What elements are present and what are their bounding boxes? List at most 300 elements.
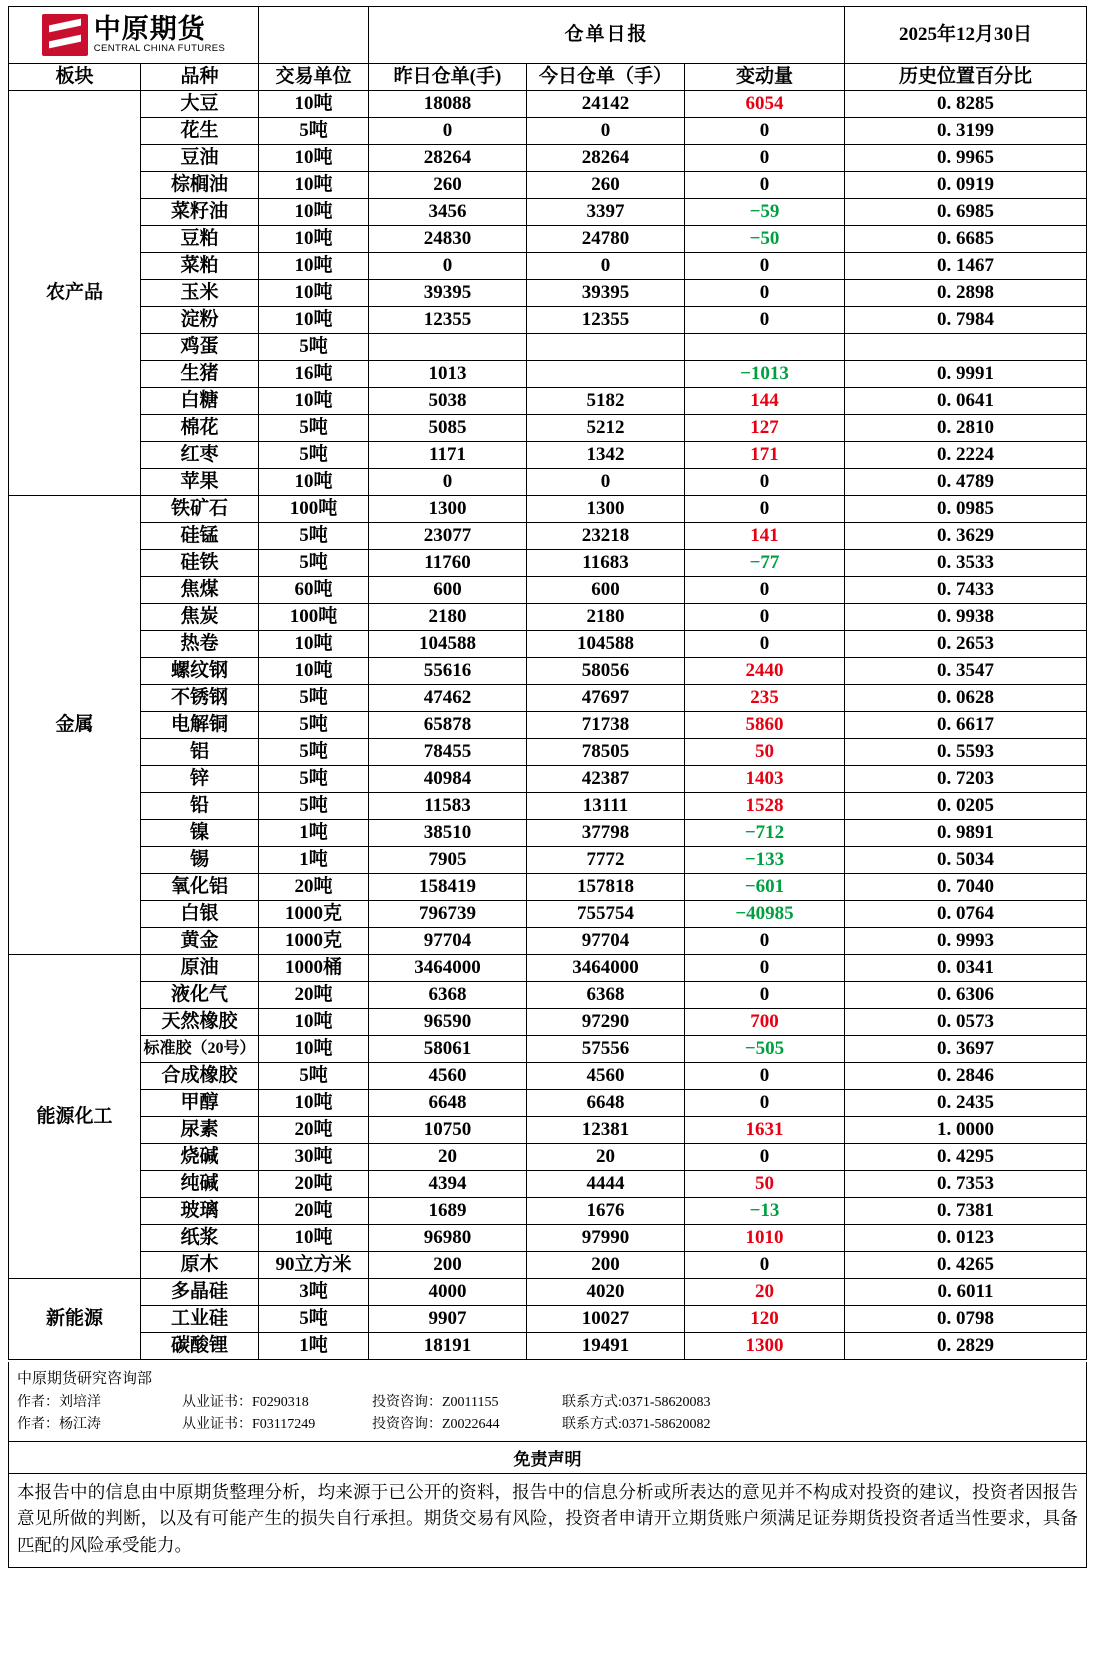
trading-unit: 10吨 bbox=[259, 253, 369, 280]
historical-percentile: 0. 2435 bbox=[845, 1090, 1087, 1117]
trading-unit: 1吨 bbox=[259, 820, 369, 847]
trading-unit: 5吨 bbox=[259, 415, 369, 442]
trading-unit: 90立方米 bbox=[259, 1252, 369, 1279]
variety-name: 液化气 bbox=[141, 982, 259, 1009]
today-receipts: 13111 bbox=[527, 793, 685, 820]
table-header-row bbox=[9, 64, 1087, 91]
historical-percentile: 0. 4295 bbox=[845, 1144, 1087, 1171]
change-value: 50 bbox=[685, 739, 845, 766]
today-receipts: 42387 bbox=[527, 766, 685, 793]
today-receipts: 57556 bbox=[527, 1036, 685, 1063]
historical-percentile: 0. 9965 bbox=[845, 145, 1087, 172]
trading-unit: 16吨 bbox=[259, 361, 369, 388]
change-value: −77 bbox=[685, 550, 845, 577]
col-unit: 交易单位 bbox=[259, 64, 369, 91]
table-row bbox=[9, 118, 1087, 145]
prev-receipts: 2180 bbox=[369, 604, 527, 631]
today-receipts: 12355 bbox=[527, 307, 685, 334]
table-row bbox=[9, 334, 1087, 361]
variety-name: 白糖 bbox=[141, 388, 259, 415]
historical-percentile: 0. 6011 bbox=[845, 1279, 1087, 1306]
historical-percentile: 0. 1467 bbox=[845, 253, 1087, 280]
logo-text-cn: 中原期货 bbox=[93, 13, 206, 45]
report-footer bbox=[8, 1362, 1087, 1568]
historical-percentile: 0. 0764 bbox=[845, 901, 1087, 928]
variety-name: 螺纹钢 bbox=[141, 658, 259, 685]
trading-unit: 20吨 bbox=[259, 1171, 369, 1198]
trading-unit: 5吨 bbox=[259, 334, 369, 361]
sector-label: 新能源 bbox=[9, 1279, 141, 1360]
historical-percentile: 0. 3199 bbox=[845, 118, 1087, 145]
prev-receipts: 78455 bbox=[369, 739, 527, 766]
today-receipts: 10027 bbox=[527, 1306, 685, 1333]
today-receipts: 7772 bbox=[527, 847, 685, 874]
variety-name: 天然橡胶 bbox=[141, 1009, 259, 1036]
variety-name: 氧化铝 bbox=[141, 874, 259, 901]
variety-name: 纯碱 bbox=[141, 1171, 259, 1198]
today-receipts: 755754 bbox=[527, 901, 685, 928]
trading-unit: 5吨 bbox=[259, 1306, 369, 1333]
prev-receipts: 28264 bbox=[369, 145, 527, 172]
trading-unit: 10吨 bbox=[259, 199, 369, 226]
today-receipts: 97704 bbox=[527, 928, 685, 955]
historical-percentile: 0. 5034 bbox=[845, 847, 1087, 874]
table-row bbox=[9, 280, 1087, 307]
variety-name: 白银 bbox=[141, 901, 259, 928]
historical-percentile: 0. 2653 bbox=[845, 631, 1087, 658]
change-value: 2440 bbox=[685, 658, 845, 685]
today-receipts: 39395 bbox=[527, 280, 685, 307]
historical-percentile: 0. 7353 bbox=[845, 1171, 1087, 1198]
trading-unit: 5吨 bbox=[259, 442, 369, 469]
historical-percentile: 0. 4789 bbox=[845, 469, 1087, 496]
historical-percentile: 0. 3697 bbox=[845, 1036, 1087, 1063]
author-row bbox=[17, 1391, 1078, 1411]
table-row bbox=[9, 631, 1087, 658]
table-row bbox=[9, 1171, 1087, 1198]
today-receipts: 3397 bbox=[527, 199, 685, 226]
variety-name: 菜粕 bbox=[141, 253, 259, 280]
today-receipts: 1342 bbox=[527, 442, 685, 469]
today-receipts: 104588 bbox=[527, 631, 685, 658]
variety-name: 原木 bbox=[141, 1252, 259, 1279]
variety-name: 甲醇 bbox=[141, 1090, 259, 1117]
table-row bbox=[9, 91, 1087, 118]
table-row bbox=[9, 1144, 1087, 1171]
table-row bbox=[9, 307, 1087, 334]
historical-percentile: 0. 2898 bbox=[845, 280, 1087, 307]
variety-name: 菜籽油 bbox=[141, 199, 259, 226]
today-receipts: 6648 bbox=[527, 1090, 685, 1117]
trading-unit: 10吨 bbox=[259, 1009, 369, 1036]
change-value: −133 bbox=[685, 847, 845, 874]
report-date: 2025年12月30日 bbox=[845, 7, 1087, 64]
historical-percentile: 0. 9991 bbox=[845, 361, 1087, 388]
today-receipts: 600 bbox=[527, 577, 685, 604]
header-spacer bbox=[259, 7, 369, 64]
change-value: 0 bbox=[685, 172, 845, 199]
trading-unit: 1000克 bbox=[259, 928, 369, 955]
prev-receipts: 7905 bbox=[369, 847, 527, 874]
col-change: 变动量 bbox=[685, 64, 845, 91]
trading-unit: 10吨 bbox=[259, 172, 369, 199]
trading-unit: 10吨 bbox=[259, 388, 369, 415]
today-receipts: 1676 bbox=[527, 1198, 685, 1225]
prev-receipts: 39395 bbox=[369, 280, 527, 307]
department-name: 中原期货研究咨询部 bbox=[17, 1371, 153, 1387]
change-value: 1528 bbox=[685, 793, 845, 820]
historical-percentile: 0. 0123 bbox=[845, 1225, 1087, 1252]
historical-percentile: 0. 5593 bbox=[845, 739, 1087, 766]
prev-receipts: 11760 bbox=[369, 550, 527, 577]
prev-receipts: 0 bbox=[369, 118, 527, 145]
variety-name: 烧碱 bbox=[141, 1144, 259, 1171]
table-row bbox=[9, 1279, 1087, 1306]
variety-name: 原油 bbox=[141, 955, 259, 982]
today-receipts: 28264 bbox=[527, 145, 685, 172]
change-value: 50 bbox=[685, 1171, 845, 1198]
trading-unit: 5吨 bbox=[259, 1063, 369, 1090]
table-row bbox=[9, 1009, 1087, 1036]
table-row bbox=[9, 1333, 1087, 1360]
change-value: 0 bbox=[685, 496, 845, 523]
table-row bbox=[9, 442, 1087, 469]
author-cert-1: 从业证书：F0290318 bbox=[182, 1395, 309, 1410]
historical-percentile: 0. 0985 bbox=[845, 496, 1087, 523]
historical-percentile: 0. 6685 bbox=[845, 226, 1087, 253]
prev-receipts: 9907 bbox=[369, 1306, 527, 1333]
change-value: 235 bbox=[685, 685, 845, 712]
variety-name: 铁矿石 bbox=[141, 496, 259, 523]
trading-unit: 5吨 bbox=[259, 766, 369, 793]
prev-receipts: 104588 bbox=[369, 631, 527, 658]
change-value: 127 bbox=[685, 415, 845, 442]
prev-receipts: 260 bbox=[369, 172, 527, 199]
today-receipts: 97990 bbox=[527, 1225, 685, 1252]
author-contact-2: 联系方式:0371-58620082 bbox=[562, 1417, 711, 1432]
table-row bbox=[9, 712, 1087, 739]
historical-percentile: 0. 9993 bbox=[845, 928, 1087, 955]
prev-receipts: 200 bbox=[369, 1252, 527, 1279]
prev-receipts: 11583 bbox=[369, 793, 527, 820]
today-receipts: 4560 bbox=[527, 1063, 685, 1090]
change-value: 1300 bbox=[685, 1333, 845, 1360]
today-receipts: 12381 bbox=[527, 1117, 685, 1144]
today-receipts: 78505 bbox=[527, 739, 685, 766]
trading-unit: 10吨 bbox=[259, 145, 369, 172]
historical-percentile: 0. 3533 bbox=[845, 550, 1087, 577]
today-receipts bbox=[527, 361, 685, 388]
change-value: 0 bbox=[685, 928, 845, 955]
prev-receipts: 58061 bbox=[369, 1036, 527, 1063]
variety-name: 鸡蛋 bbox=[141, 334, 259, 361]
variety-name: 多晶硅 bbox=[141, 1279, 259, 1306]
change-value: 0 bbox=[685, 955, 845, 982]
change-value: 0 bbox=[685, 280, 845, 307]
today-receipts: 20 bbox=[527, 1144, 685, 1171]
variety-name: 焦炭 bbox=[141, 604, 259, 631]
variety-name: 纸浆 bbox=[141, 1225, 259, 1252]
variety-name: 豆油 bbox=[141, 145, 259, 172]
author-name-2: 作者：杨江涛 bbox=[17, 1417, 101, 1432]
table-row bbox=[9, 1306, 1087, 1333]
variety-name: 合成橡胶 bbox=[141, 1063, 259, 1090]
today-receipts: 2180 bbox=[527, 604, 685, 631]
today-receipts: 260 bbox=[527, 172, 685, 199]
prev-receipts: 4000 bbox=[369, 1279, 527, 1306]
trading-unit: 1吨 bbox=[259, 1333, 369, 1360]
prev-receipts: 38510 bbox=[369, 820, 527, 847]
historical-percentile: 0. 0919 bbox=[845, 172, 1087, 199]
change-value: 120 bbox=[685, 1306, 845, 1333]
today-receipts: 6368 bbox=[527, 982, 685, 1009]
logo-icon bbox=[42, 14, 88, 56]
trading-unit: 10吨 bbox=[259, 91, 369, 118]
variety-name: 硅锰 bbox=[141, 523, 259, 550]
table-row bbox=[9, 982, 1087, 1009]
historical-percentile: 0. 7381 bbox=[845, 1198, 1087, 1225]
today-receipts: 5182 bbox=[527, 388, 685, 415]
variety-name: 焦煤 bbox=[141, 577, 259, 604]
prev-receipts: 5085 bbox=[369, 415, 527, 442]
today-receipts: 5212 bbox=[527, 415, 685, 442]
disclaimer-body: 本报告中的信息由中原期货整理分析，均来源于已公开的资料，报告中的信息分析或所表达的意见并不构成对投资的建议，投资者因报告意见所做的判断，以及有可能产生的损失自行承担。期货交易有风险，投资者申请开立期货账户须满足证券期货投资者适当性要求，具备匹配的风险承受能力。 bbox=[17, 1483, 1078, 1556]
trading-unit: 5吨 bbox=[259, 793, 369, 820]
change-value: 1631 bbox=[685, 1117, 845, 1144]
change-value: 0 bbox=[685, 145, 845, 172]
prev-receipts: 96980 bbox=[369, 1225, 527, 1252]
historical-percentile: 0. 9891 bbox=[845, 820, 1087, 847]
variety-name: 工业硅 bbox=[141, 1306, 259, 1333]
variety-name: 电解铜 bbox=[141, 712, 259, 739]
variety-name: 碳酸锂 bbox=[141, 1333, 259, 1360]
table-row bbox=[9, 496, 1087, 523]
today-receipts: 200 bbox=[527, 1252, 685, 1279]
historical-percentile: 0. 9938 bbox=[845, 604, 1087, 631]
change-value: 1010 bbox=[685, 1225, 845, 1252]
today-receipts: 97290 bbox=[527, 1009, 685, 1036]
change-value: 0 bbox=[685, 253, 845, 280]
trading-unit: 20吨 bbox=[259, 1198, 369, 1225]
historical-percentile: 0. 2810 bbox=[845, 415, 1087, 442]
variety-name: 玉米 bbox=[141, 280, 259, 307]
change-value: 1403 bbox=[685, 766, 845, 793]
table-row bbox=[9, 1198, 1087, 1225]
table-row bbox=[9, 469, 1087, 496]
variety-name: 淀粉 bbox=[141, 307, 259, 334]
company-logo bbox=[9, 7, 259, 64]
change-value: 144 bbox=[685, 388, 845, 415]
today-receipts: 47697 bbox=[527, 685, 685, 712]
prev-receipts: 47462 bbox=[369, 685, 527, 712]
variety-name: 苹果 bbox=[141, 469, 259, 496]
table-row bbox=[9, 604, 1087, 631]
change-value: 0 bbox=[685, 604, 845, 631]
today-receipts: 24780 bbox=[527, 226, 685, 253]
table-row bbox=[9, 550, 1087, 577]
today-receipts: 1300 bbox=[527, 496, 685, 523]
prev-receipts: 4394 bbox=[369, 1171, 527, 1198]
report-title-row bbox=[9, 7, 1087, 64]
change-value: 6054 bbox=[685, 91, 845, 118]
variety-name: 大豆 bbox=[141, 91, 259, 118]
table-row bbox=[9, 145, 1087, 172]
historical-percentile bbox=[845, 334, 1087, 361]
trading-unit: 10吨 bbox=[259, 1090, 369, 1117]
prev-receipts: 12355 bbox=[369, 307, 527, 334]
historical-percentile: 0. 6617 bbox=[845, 712, 1087, 739]
change-value: 0 bbox=[685, 118, 845, 145]
prev-receipts: 96590 bbox=[369, 1009, 527, 1036]
historical-percentile: 0. 4265 bbox=[845, 1252, 1087, 1279]
table-row bbox=[9, 1225, 1087, 1252]
today-receipts: 4020 bbox=[527, 1279, 685, 1306]
today-receipts: 11683 bbox=[527, 550, 685, 577]
trading-unit: 30吨 bbox=[259, 1144, 369, 1171]
trading-unit: 100吨 bbox=[259, 496, 369, 523]
prev-receipts: 4560 bbox=[369, 1063, 527, 1090]
author-consult-2: 投资咨询：Z0022644 bbox=[372, 1417, 500, 1432]
variety-name: 标准胶（20号） bbox=[141, 1036, 259, 1063]
table-row bbox=[9, 928, 1087, 955]
author-cert-2: 从业证书：F03117249 bbox=[182, 1417, 316, 1432]
today-receipts: 58056 bbox=[527, 658, 685, 685]
historical-percentile: 0. 2829 bbox=[845, 1333, 1087, 1360]
table-row bbox=[9, 1063, 1087, 1090]
author-consult-1: 投资咨询：Z0011155 bbox=[372, 1395, 499, 1410]
sector-label: 金属 bbox=[9, 496, 141, 955]
variety-name: 锡 bbox=[141, 847, 259, 874]
prev-receipts: 23077 bbox=[369, 523, 527, 550]
trading-unit: 3吨 bbox=[259, 1279, 369, 1306]
variety-name: 锌 bbox=[141, 766, 259, 793]
historical-percentile: 0. 3629 bbox=[845, 523, 1087, 550]
table-row bbox=[9, 415, 1087, 442]
trading-unit: 100吨 bbox=[259, 604, 369, 631]
prev-receipts: 55616 bbox=[369, 658, 527, 685]
sector-label: 农产品 bbox=[9, 91, 141, 496]
today-receipts bbox=[527, 334, 685, 361]
change-value: 0 bbox=[685, 1063, 845, 1090]
table-row bbox=[9, 874, 1087, 901]
prev-receipts: 40984 bbox=[369, 766, 527, 793]
change-value: 0 bbox=[685, 1252, 845, 1279]
table-row bbox=[9, 1036, 1087, 1063]
trading-unit: 5吨 bbox=[259, 685, 369, 712]
table-row bbox=[9, 739, 1087, 766]
warehouse-receipt-table bbox=[8, 6, 1087, 1360]
trading-unit: 10吨 bbox=[259, 658, 369, 685]
trading-unit: 1吨 bbox=[259, 847, 369, 874]
prev-receipts: 24830 bbox=[369, 226, 527, 253]
change-value: 0 bbox=[685, 469, 845, 496]
variety-name: 棕榈油 bbox=[141, 172, 259, 199]
variety-name: 棉花 bbox=[141, 415, 259, 442]
table-row bbox=[9, 226, 1087, 253]
disclaimer-title: 免责声明 bbox=[9, 1441, 1086, 1474]
change-value: 0 bbox=[685, 631, 845, 658]
historical-percentile: 0. 0641 bbox=[845, 388, 1087, 415]
trading-unit: 10吨 bbox=[259, 631, 369, 658]
table-row bbox=[9, 1252, 1087, 1279]
today-receipts: 157818 bbox=[527, 874, 685, 901]
change-value: 171 bbox=[685, 442, 845, 469]
change-value: −505 bbox=[685, 1036, 845, 1063]
col-sector: 板块 bbox=[9, 64, 141, 91]
today-receipts: 71738 bbox=[527, 712, 685, 739]
table-row bbox=[9, 388, 1087, 415]
page-title: 仓单日报 bbox=[369, 7, 845, 64]
prev-receipts: 600 bbox=[369, 577, 527, 604]
prev-receipts: 18088 bbox=[369, 91, 527, 118]
trading-unit: 20吨 bbox=[259, 874, 369, 901]
change-value: −59 bbox=[685, 199, 845, 226]
col-variety: 品种 bbox=[141, 64, 259, 91]
change-value: 0 bbox=[685, 982, 845, 1009]
prev-receipts: 3464000 bbox=[369, 955, 527, 982]
historical-percentile: 0. 0798 bbox=[845, 1306, 1087, 1333]
table-row bbox=[9, 901, 1087, 928]
table-row bbox=[9, 1117, 1087, 1144]
table-row bbox=[9, 199, 1087, 226]
today-receipts: 23218 bbox=[527, 523, 685, 550]
historical-percentile: 0. 2846 bbox=[845, 1063, 1087, 1090]
trading-unit: 10吨 bbox=[259, 307, 369, 334]
prev-receipts: 6648 bbox=[369, 1090, 527, 1117]
table-row bbox=[9, 172, 1087, 199]
table-row bbox=[9, 577, 1087, 604]
prev-receipts: 0 bbox=[369, 253, 527, 280]
prev-receipts: 6368 bbox=[369, 982, 527, 1009]
table-row bbox=[9, 793, 1087, 820]
historical-percentile: 0. 7984 bbox=[845, 307, 1087, 334]
historical-percentile: 1. 0000 bbox=[845, 1117, 1087, 1144]
change-value: 0 bbox=[685, 307, 845, 334]
change-value: −712 bbox=[685, 820, 845, 847]
table-row bbox=[9, 1090, 1087, 1117]
variety-name: 红枣 bbox=[141, 442, 259, 469]
footer-contacts bbox=[9, 1362, 1086, 1441]
prev-receipts: 796739 bbox=[369, 901, 527, 928]
prev-receipts: 5038 bbox=[369, 388, 527, 415]
variety-name: 豆粕 bbox=[141, 226, 259, 253]
historical-percentile: 0. 0341 bbox=[845, 955, 1087, 982]
change-value bbox=[685, 334, 845, 361]
today-receipts: 0 bbox=[527, 253, 685, 280]
variety-name: 黄金 bbox=[141, 928, 259, 955]
variety-name: 硅铁 bbox=[141, 550, 259, 577]
table-row bbox=[9, 253, 1087, 280]
variety-name: 镍 bbox=[141, 820, 259, 847]
trading-unit: 5吨 bbox=[259, 739, 369, 766]
change-value: 20 bbox=[685, 1279, 845, 1306]
table-row bbox=[9, 955, 1087, 982]
variety-name: 生猪 bbox=[141, 361, 259, 388]
sector-label: 能源化工 bbox=[9, 955, 141, 1279]
prev-receipts: 20 bbox=[369, 1144, 527, 1171]
trading-unit: 20吨 bbox=[259, 982, 369, 1009]
today-receipts: 24142 bbox=[527, 91, 685, 118]
prev-receipts: 1171 bbox=[369, 442, 527, 469]
prev-receipts: 158419 bbox=[369, 874, 527, 901]
change-value: −13 bbox=[685, 1198, 845, 1225]
change-value: 141 bbox=[685, 523, 845, 550]
prev-receipts: 10750 bbox=[369, 1117, 527, 1144]
table-row bbox=[9, 361, 1087, 388]
today-receipts: 3464000 bbox=[527, 955, 685, 982]
prev-receipts: 1689 bbox=[369, 1198, 527, 1225]
historical-percentile: 0. 2224 bbox=[845, 442, 1087, 469]
